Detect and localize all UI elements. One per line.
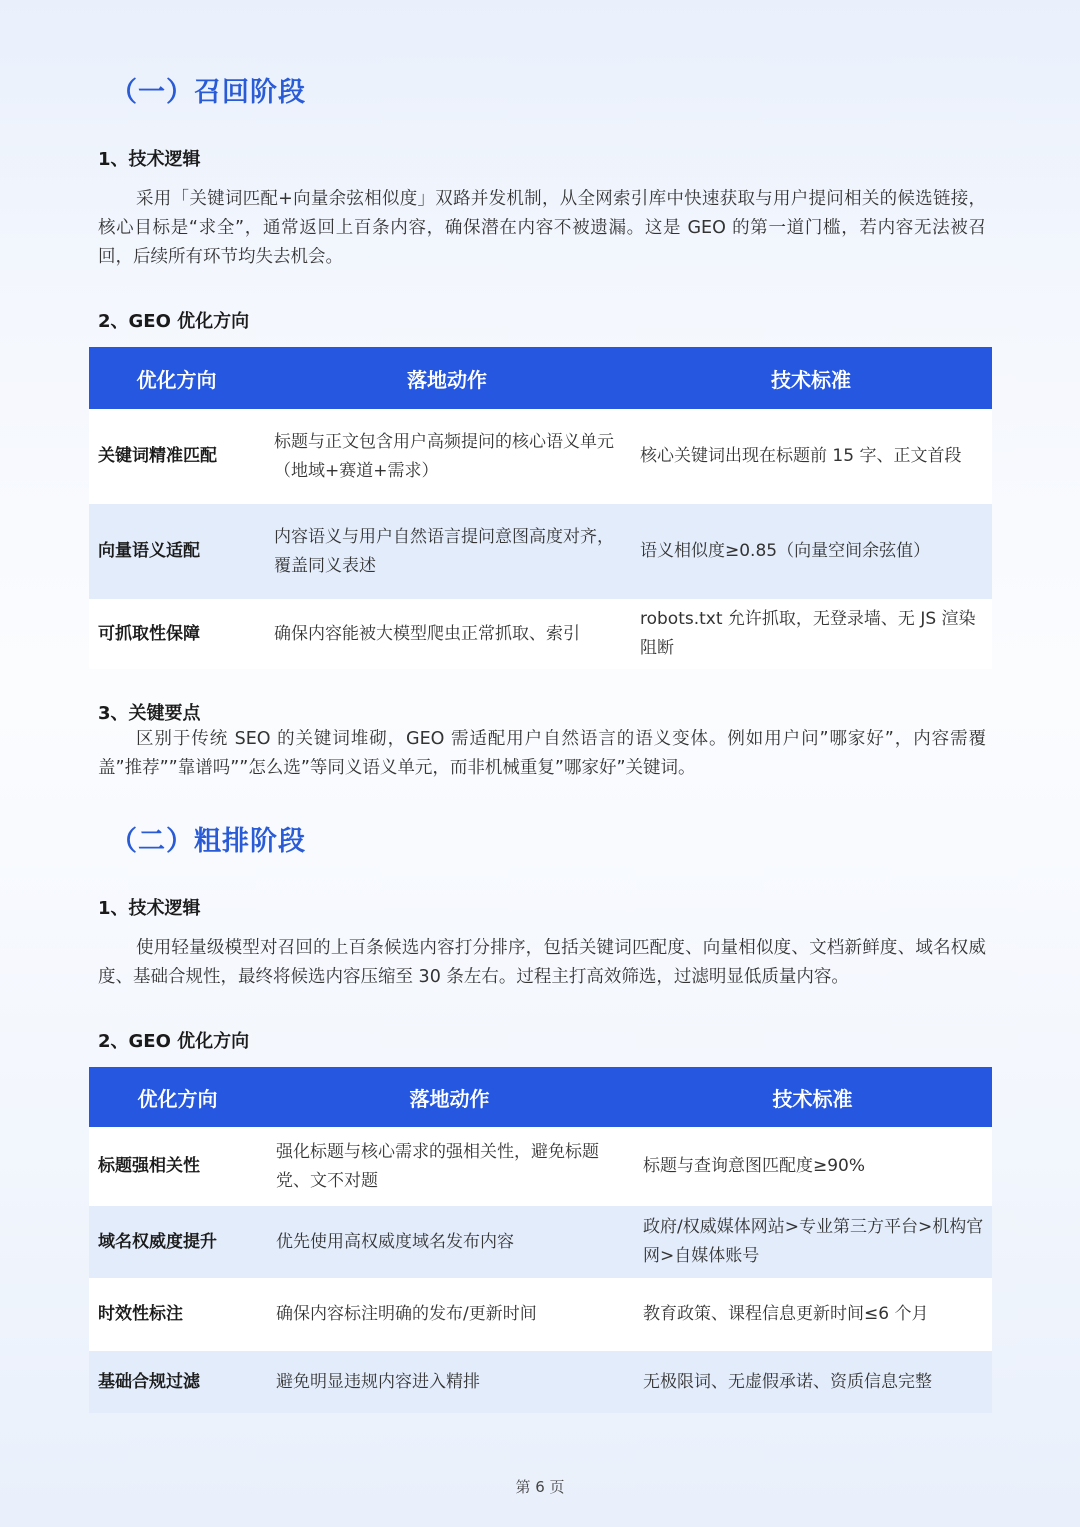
table-cell: 标题与查询意图匹配度≥90%: [633, 1127, 992, 1206]
table-cell: 内容语义与用户自然语言提问意图高度对齐，覆盖同义表述: [264, 504, 630, 599]
recall-opt-table: [89, 347, 992, 669]
table-cell: 语义相似度≥0.85（向量空间余弦值）: [630, 504, 992, 599]
key-points-text: 区别于传统 SEO 的关键词堆砌，GEO 需适配用户自然语言的语义变体。例如用户问”哪家好”，内容需覆盖”推荐””靠谱吗””怎么选”等同义语义单元，而非机械重复”哪家好”关键词。: [98, 729, 986, 778]
geo-opt-heading: 2、GEO 优化方向: [98, 1031, 250, 1052]
table-cell: 优先使用高权威度域名发布内容: [266, 1206, 633, 1278]
table-header: 技术标准: [633, 1067, 992, 1127]
table-header: 落地动作: [264, 347, 630, 409]
table-cell: 避免明显违规内容进入精排: [266, 1351, 633, 1413]
table-cell: 确保内容标注明确的发布/更新时间: [266, 1278, 633, 1351]
table-cell: 基础合规过滤: [89, 1351, 266, 1413]
tech-logic-text: 采用「关键词匹配+向量余弦相似度」双路并发机制，从全网索引库中快速获取与用户提问相关的候选链接，核心目标是“求全”，通常返回上百条内容，确保潜在内容不被遗漏。这是 GEO 的第一道门槛，若内容无法被召回，后续所有环节均失去机会。: [98, 189, 986, 267]
page-number: 第 6 页: [515, 1478, 565, 1496]
table-header-row: [89, 1067, 992, 1127]
table-header-row: [89, 347, 992, 409]
table-header: 落地动作: [266, 1067, 633, 1127]
table-row: [89, 1351, 992, 1413]
table-cell: 向量语义适配: [89, 504, 264, 599]
table-cell: 域名权威度提升: [89, 1206, 266, 1278]
coarse-opt-table: [89, 1067, 992, 1413]
table-cell: robots.txt 允许抓取，无登录墙、无 JS 渲染阻断: [630, 599, 992, 669]
table-row: [89, 409, 992, 504]
geo-opt-heading: 2、GEO 优化方向: [98, 311, 250, 332]
tech-logic-heading: 1、技术逻辑: [98, 149, 201, 170]
table-cell: 确保内容能被大模型爬虫正常抓取、索引: [264, 599, 630, 669]
table-cell: 无极限词、无虚假承诺、资质信息完整: [633, 1351, 992, 1413]
table-cell: 可抓取性保障: [89, 599, 264, 669]
table-cell: 强化标题与核心需求的强相关性，避免标题党、文不对题: [266, 1127, 633, 1206]
table-cell: 时效性标注: [89, 1278, 266, 1351]
section-title-coarse-rank: （二）粗排阶段: [110, 826, 306, 857]
key-points-heading: 3、关键要点: [98, 703, 201, 724]
tech-logic-text: 使用轻量级模型对召回的上百条候选内容打分排序，包括关键词匹配度、向量相似度、文档新鲜度、域名权威度、基础合规性，最终将候选内容压缩至 30 条左右。过程主打高效筛选，过滤明显低质量内容。: [98, 938, 986, 987]
tech-logic-heading: 1、技术逻辑: [98, 898, 201, 919]
table-cell: 标题与正文包含用户高频提问的核心语义单元（地域+赛道+需求）: [264, 409, 630, 504]
section-title-recall: （一）召回阶段: [110, 77, 306, 108]
table-cell: 核心关键词出现在标题前 15 字、正文首段: [630, 409, 992, 504]
table-header: 优化方向: [89, 1067, 266, 1127]
table-row: [89, 1127, 992, 1206]
table-row: [89, 1206, 992, 1278]
table-row: [89, 1278, 992, 1351]
table-cell: 关键词精准匹配: [89, 409, 264, 504]
table-row: [89, 504, 992, 599]
table-cell: 政府/权威媒体网站>专业第三方平台>机构官网>自媒体账号: [633, 1206, 992, 1278]
table-cell: 教育政策、课程信息更新时间≤6 个月: [633, 1278, 992, 1351]
table-header: 技术标准: [630, 347, 992, 409]
table-row: [89, 599, 992, 669]
table-header: 优化方向: [89, 347, 264, 409]
table-cell: 标题强相关性: [89, 1127, 266, 1206]
